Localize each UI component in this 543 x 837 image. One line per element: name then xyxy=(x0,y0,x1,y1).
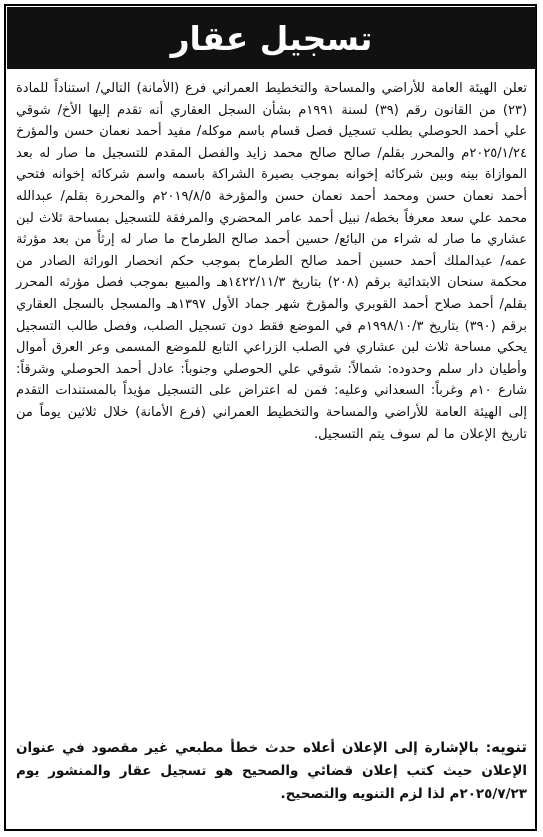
ad-title: تسجيل عقار xyxy=(170,18,373,58)
notice-label: تنويه xyxy=(491,738,527,756)
title-banner xyxy=(7,7,536,69)
notice-text: : بالإشارة إلى الإعلان أعلاه حدث خطأ مطبعي غير مقصود في عنوان الإعلان حيث كتب إعلان قضائي والصحيح هو تسجيل عقار والمنشور يوم ٢٠٢٥/٧/٢٣م لذا لزم التنويه والتصحيح. xyxy=(16,740,527,802)
ad-body: تعلن الهيئة العامة للأراضي والمساحة والتخطيط العمراني فرع (الأمانة) التالي/ استناداً للمادة (٢٣) من القانون رقم (٣٩) لسنة ١٩٩١م بشأن السجل العقاري أنه تقدم إليها الأخ/ شوقي علي أحمد الحوصلي بطلب تسجيل فصل قسام باسم موكله/ مفيد أحمد نعمان حسن والمؤرخ ٢٠٢٥/١/٢٤م والمحرر بقلم/ صالح صالح محمد زايد والفصل المقدم للتسجيل ما صار له بعد الموازاة بينه وبين شركائه إخوانه بموجب بصيرة الشراكة باسمه واسم شركائه إخوانه فتحي أحمد نعمان حسن ومحمد أحمد نعمان حسن والمؤرخة ٢٠١٩/٨/٥م والمحررة بقلم/ عبدالله محمد علي سعد معرفاً بخطه/ نبيل أحمد عامر المحضري والمرفقة للتسجيل بمساحة ثلاث لبن عشاري ما صار له شراء من البائع/ حسين أحمد صالح الطرماح ما صار له إرثاً من بعد مؤرثة عمه/ عبدالملك أحمد حسين أحمد صالح الطرماح بموجب حكم انحصار الوراثة الصادر من محكمة سنحان الابتدائية برقم (٢٠٨) بتاريخ ١٤٢٢/١١/٣هـ والمبيع بموجب فصل مؤرثه المحرر بقلم/ أحمد صلاح أحمد القوبري والمؤرخ شهر جماد الأول ١٣٩٧هـ والمسجل بالسجل العقاري برقم (٣٩٠) بتاريخ ١٩٩٨/١٠/٣م في الموضع فقط دون تسجيل الصلب، وفصل طالب التسجيل يحكي مساحة ثلاث لبن عشاري في الصلب الزراعي التابع للموضع المسمى وعر العرق أموال وأطيان دار سلم وحدوده: شمالاً: شوقي علي الحوصلي وجنوباً: عادل أحمد الحوصلي وشرقاً: شارع ١٠م وغرباً: السعداني وعليه: فمن له اعتراض على التسجيل مؤيداً بالمستندات التقدم إلى الهيئة العامة للأراضي والمساحة والتخطيط العمراني (فرع الأمانة) خلال ثلاثين يوماً من تاريخ الإعلان ما لم سوف يتم التسجيل. xyxy=(16,81,528,442)
correction-notice xyxy=(16,736,527,806)
